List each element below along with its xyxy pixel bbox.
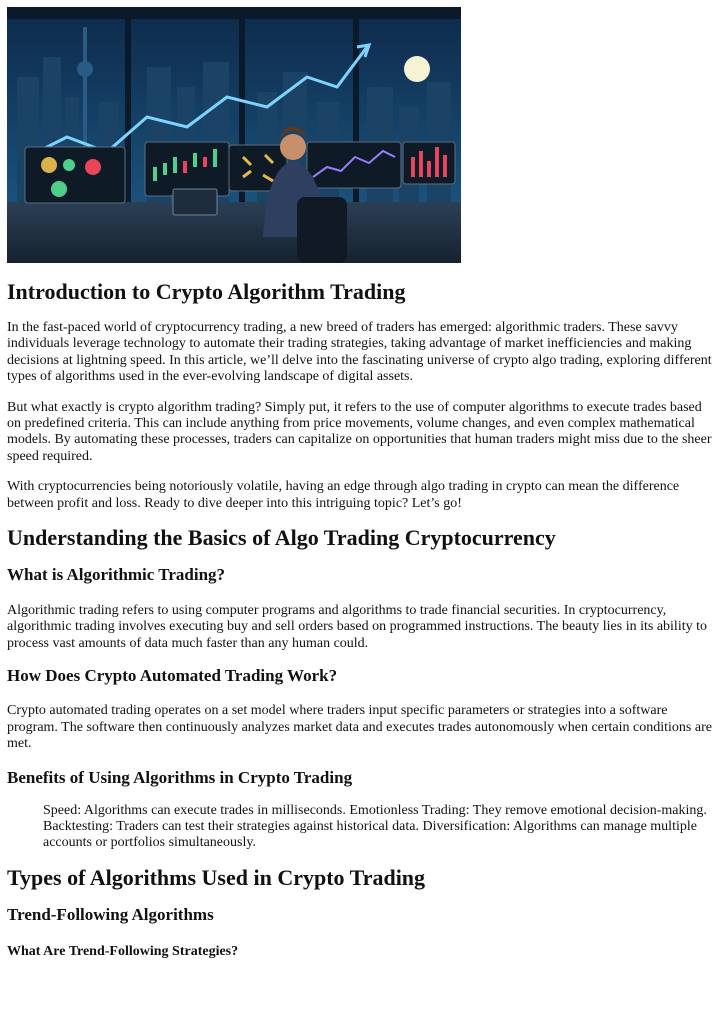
intro-paragraph-2: But what exactly is crypto algorithm trading? Simply put, it refers to the use of computer algorithms to execute trades based on predefined criteria. This can include anything from price movements, volume changes, and even complex mathematical models. By automating these processes, traders can capitalize on opportunities that human traders might miss due to the sheer speed required. bbox=[7, 399, 712, 464]
benefits-paragraph: Speed: Algorithms can execute trades in milliseconds. Emotionless Trading: They remove emotional decision-making. Backtesting: Traders can test their strategies against historical data. Diversification: Algorithms can manage multiple accounts or portfolios simultaneously. bbox=[43, 802, 707, 851]
article-body bbox=[7, 268, 713, 961]
section-types-heading: Types of Algorithms Used in Crypto Trading bbox=[7, 864, 426, 890]
hero-illustration bbox=[7, 7, 461, 263]
article-title: Introduction to Crypto Algorithm Trading bbox=[7, 279, 406, 304]
benefits-heading: Benefits of Using Algorithms in Crypto Trading bbox=[7, 767, 353, 787]
section-basics-heading: Understanding the Basics of Algo Trading Cryptocurrency bbox=[7, 525, 556, 551]
trend-sub-heading: What Are Trend-Following Strategies? bbox=[7, 943, 239, 959]
hero-image bbox=[7, 7, 461, 263]
intro-paragraph-3: With cryptocurrencies being notoriously volatile, having an edge through algo trading in crypto can mean the difference between profit and loss. Ready to dive deeper into this intriguing topic? Let’s go! bbox=[7, 479, 680, 511]
what-is-paragraph: Algorithmic trading refers to using computer programs and algorithms to trade financial securities. In cryptocurrency, algorithmic trading involves executing buy and sell orders based on programmed instructions. The beauty lies in its ability to process vast amounts of data much faster than any human could. bbox=[7, 603, 707, 651]
how-heading: How Does Crypto Automated Trading Work? bbox=[7, 666, 338, 686]
trend-heading: Trend-Following Algorithms bbox=[7, 904, 214, 924]
intro-paragraph-1: In the fast-paced world of cryptocurrency trading, a new breed of traders has emerged: algorithmic traders. These savvy individuals leverage technology to automate their trading strategies, taking advantage of market inefficiencies and making decisions at lightning speed. In this article, we’ll delve into the fascinating universe of crypto algo trading, exploring different types of algorithms used in the ever-evolving landscape of digital assets. bbox=[7, 320, 712, 385]
what-is-heading: What is Algorithmic Trading? bbox=[7, 565, 226, 585]
how-paragraph: Crypto automated trading operates on a set model where traders input specific parameters or strategies into a software program. The software then continuously analyzes market data and executes trades autonomously when certain conditions are met. bbox=[7, 703, 712, 752]
